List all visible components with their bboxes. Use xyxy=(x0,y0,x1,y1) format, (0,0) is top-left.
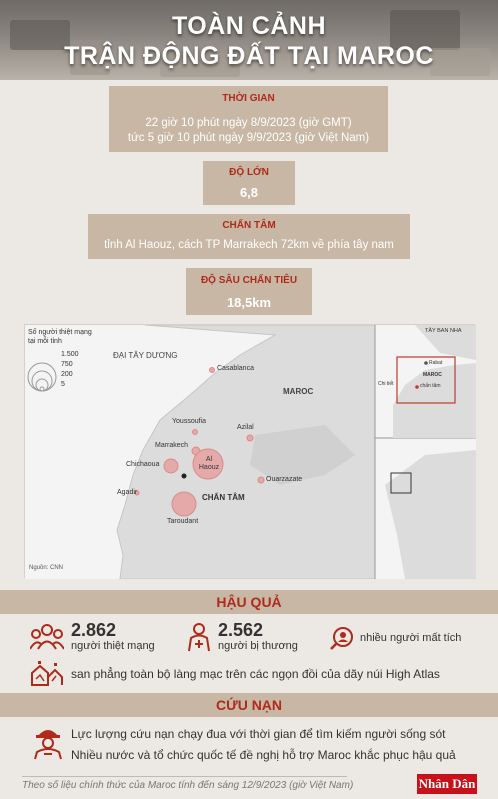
city-taroudant: Taroudant xyxy=(167,518,199,525)
legend-value-5: 5 xyxy=(61,381,65,388)
epicenter-heading: CHẤN TÂM xyxy=(222,220,276,231)
people-group-icon xyxy=(30,624,64,655)
rescue-heading: CỨU NẠN xyxy=(0,693,498,717)
city-youssoufia: Youssoufia xyxy=(172,418,206,425)
page-title-line1: TOÀN CẢNH xyxy=(171,12,327,40)
rescue-line2: Nhiều nước và tổ chức quốc tế đề nghị hỗ trợ Maroc khắc phục hậu quả xyxy=(71,748,456,762)
injured-label: người bị thương xyxy=(218,640,298,652)
chichaoua-bubble xyxy=(164,459,178,473)
legend-values xyxy=(61,350,79,390)
legend-title-2: tại mỗi tỉnh xyxy=(28,338,62,345)
city-al-haouz: Al Haouz xyxy=(198,456,220,471)
time-line2: tức 5 giờ 10 phút ngày 9/9/2023 (giờ Việt Nam) xyxy=(127,132,370,144)
time-line1: 22 giờ 10 phút ngày 8/9/2023 (giờ GMT) xyxy=(145,117,352,129)
casablanca-bubble xyxy=(210,368,215,373)
legend-value-1500: 1.500 xyxy=(61,351,79,358)
depth-heading: ĐỘ SÂU CHẤN TIÊU xyxy=(200,275,298,286)
time-card xyxy=(109,86,388,152)
magnitude-heading: ĐỘ LỚN xyxy=(229,167,269,178)
epicenter-dot xyxy=(182,474,187,479)
time-heading: THỜI GIAN xyxy=(222,93,275,104)
header-banner xyxy=(0,0,498,80)
ouarzazate-bubble xyxy=(258,477,264,483)
legend-value-750: 750 xyxy=(61,361,73,368)
injured-person-icon xyxy=(186,622,212,657)
missing-person-icon xyxy=(330,626,354,655)
earthquake-map xyxy=(24,324,475,578)
inset-epicenter-dot xyxy=(415,385,419,389)
city-agadir: Agadir xyxy=(117,489,138,496)
ocean-label: ĐẠI TÂY DƯƠNG xyxy=(113,351,178,360)
city-marrakech: Marrakech xyxy=(155,442,189,449)
missing-label: nhiều người mất tích xyxy=(360,632,462,644)
country-label: MAROC xyxy=(283,387,314,396)
epicenter-label: CHẤN TÂM xyxy=(202,493,245,502)
injured-value: 2.562 xyxy=(218,620,264,640)
epicenter-value: tỉnh Al Haouz, cách TP Marrakech 72km về phía tây nam xyxy=(104,239,394,251)
depth-card xyxy=(186,268,312,315)
taroudant-bubble xyxy=(172,492,196,516)
epicenter-card xyxy=(88,214,410,259)
villages-label: san phẳng toàn bộ làng mạc trên các ngọn đồi của dãy núi High Atlas xyxy=(71,667,440,681)
deaths-value: 2.862 xyxy=(71,620,117,640)
rescue-line1: Lực lượng cứu nạn chạy đua với thời gian để tìm kiếm người sống sót xyxy=(71,727,446,741)
city-casablanca: Casablanca xyxy=(217,365,254,372)
deaths-label: người thiệt mạng xyxy=(71,640,155,652)
rabat-dot xyxy=(424,361,428,365)
brand-logo: Nhân Dân xyxy=(417,774,477,794)
inset-epicenter-label: chấn tâm xyxy=(420,383,441,389)
inset-detail-label: Chi tiết xyxy=(378,381,394,387)
legend-value-200: 200 xyxy=(61,371,73,378)
page-title-line2: TRẬN ĐỘNG ĐẤT TẠI MAROC xyxy=(64,42,434,70)
inset-spain-label: TÂY BAN NHA xyxy=(425,328,462,334)
magnitude-value: 6,8 xyxy=(239,185,259,200)
map-svg xyxy=(25,325,476,579)
inset-rabat-label: Rabat xyxy=(429,360,443,366)
map-legend xyxy=(28,328,92,346)
youssoufia-bubble xyxy=(193,430,198,435)
depth-value: 18,5km xyxy=(226,295,272,310)
city-ouarzazate: Ouarzazate xyxy=(266,476,303,483)
azilal-bubble xyxy=(247,435,253,441)
legend-title-1: Số người thiệt mạng xyxy=(28,329,92,336)
map-source: Nguồn: CNN xyxy=(29,565,64,571)
city-azilal: Azilal xyxy=(237,424,254,431)
city-chichaoua: Chichaoua xyxy=(126,461,160,468)
rescue-worker-icon xyxy=(32,724,64,765)
inset-maroc-label: MAROC xyxy=(423,372,442,378)
destroyed-village-icon xyxy=(30,659,64,692)
consequences-heading: HẬU QUẢ xyxy=(0,590,498,614)
magnitude-card xyxy=(203,161,295,205)
footer-divider xyxy=(22,776,347,777)
footer-note: Theo số liệu chính thức của Maroc tính đến sáng 12/9/2023 (giờ Việt Nam) xyxy=(22,780,354,791)
